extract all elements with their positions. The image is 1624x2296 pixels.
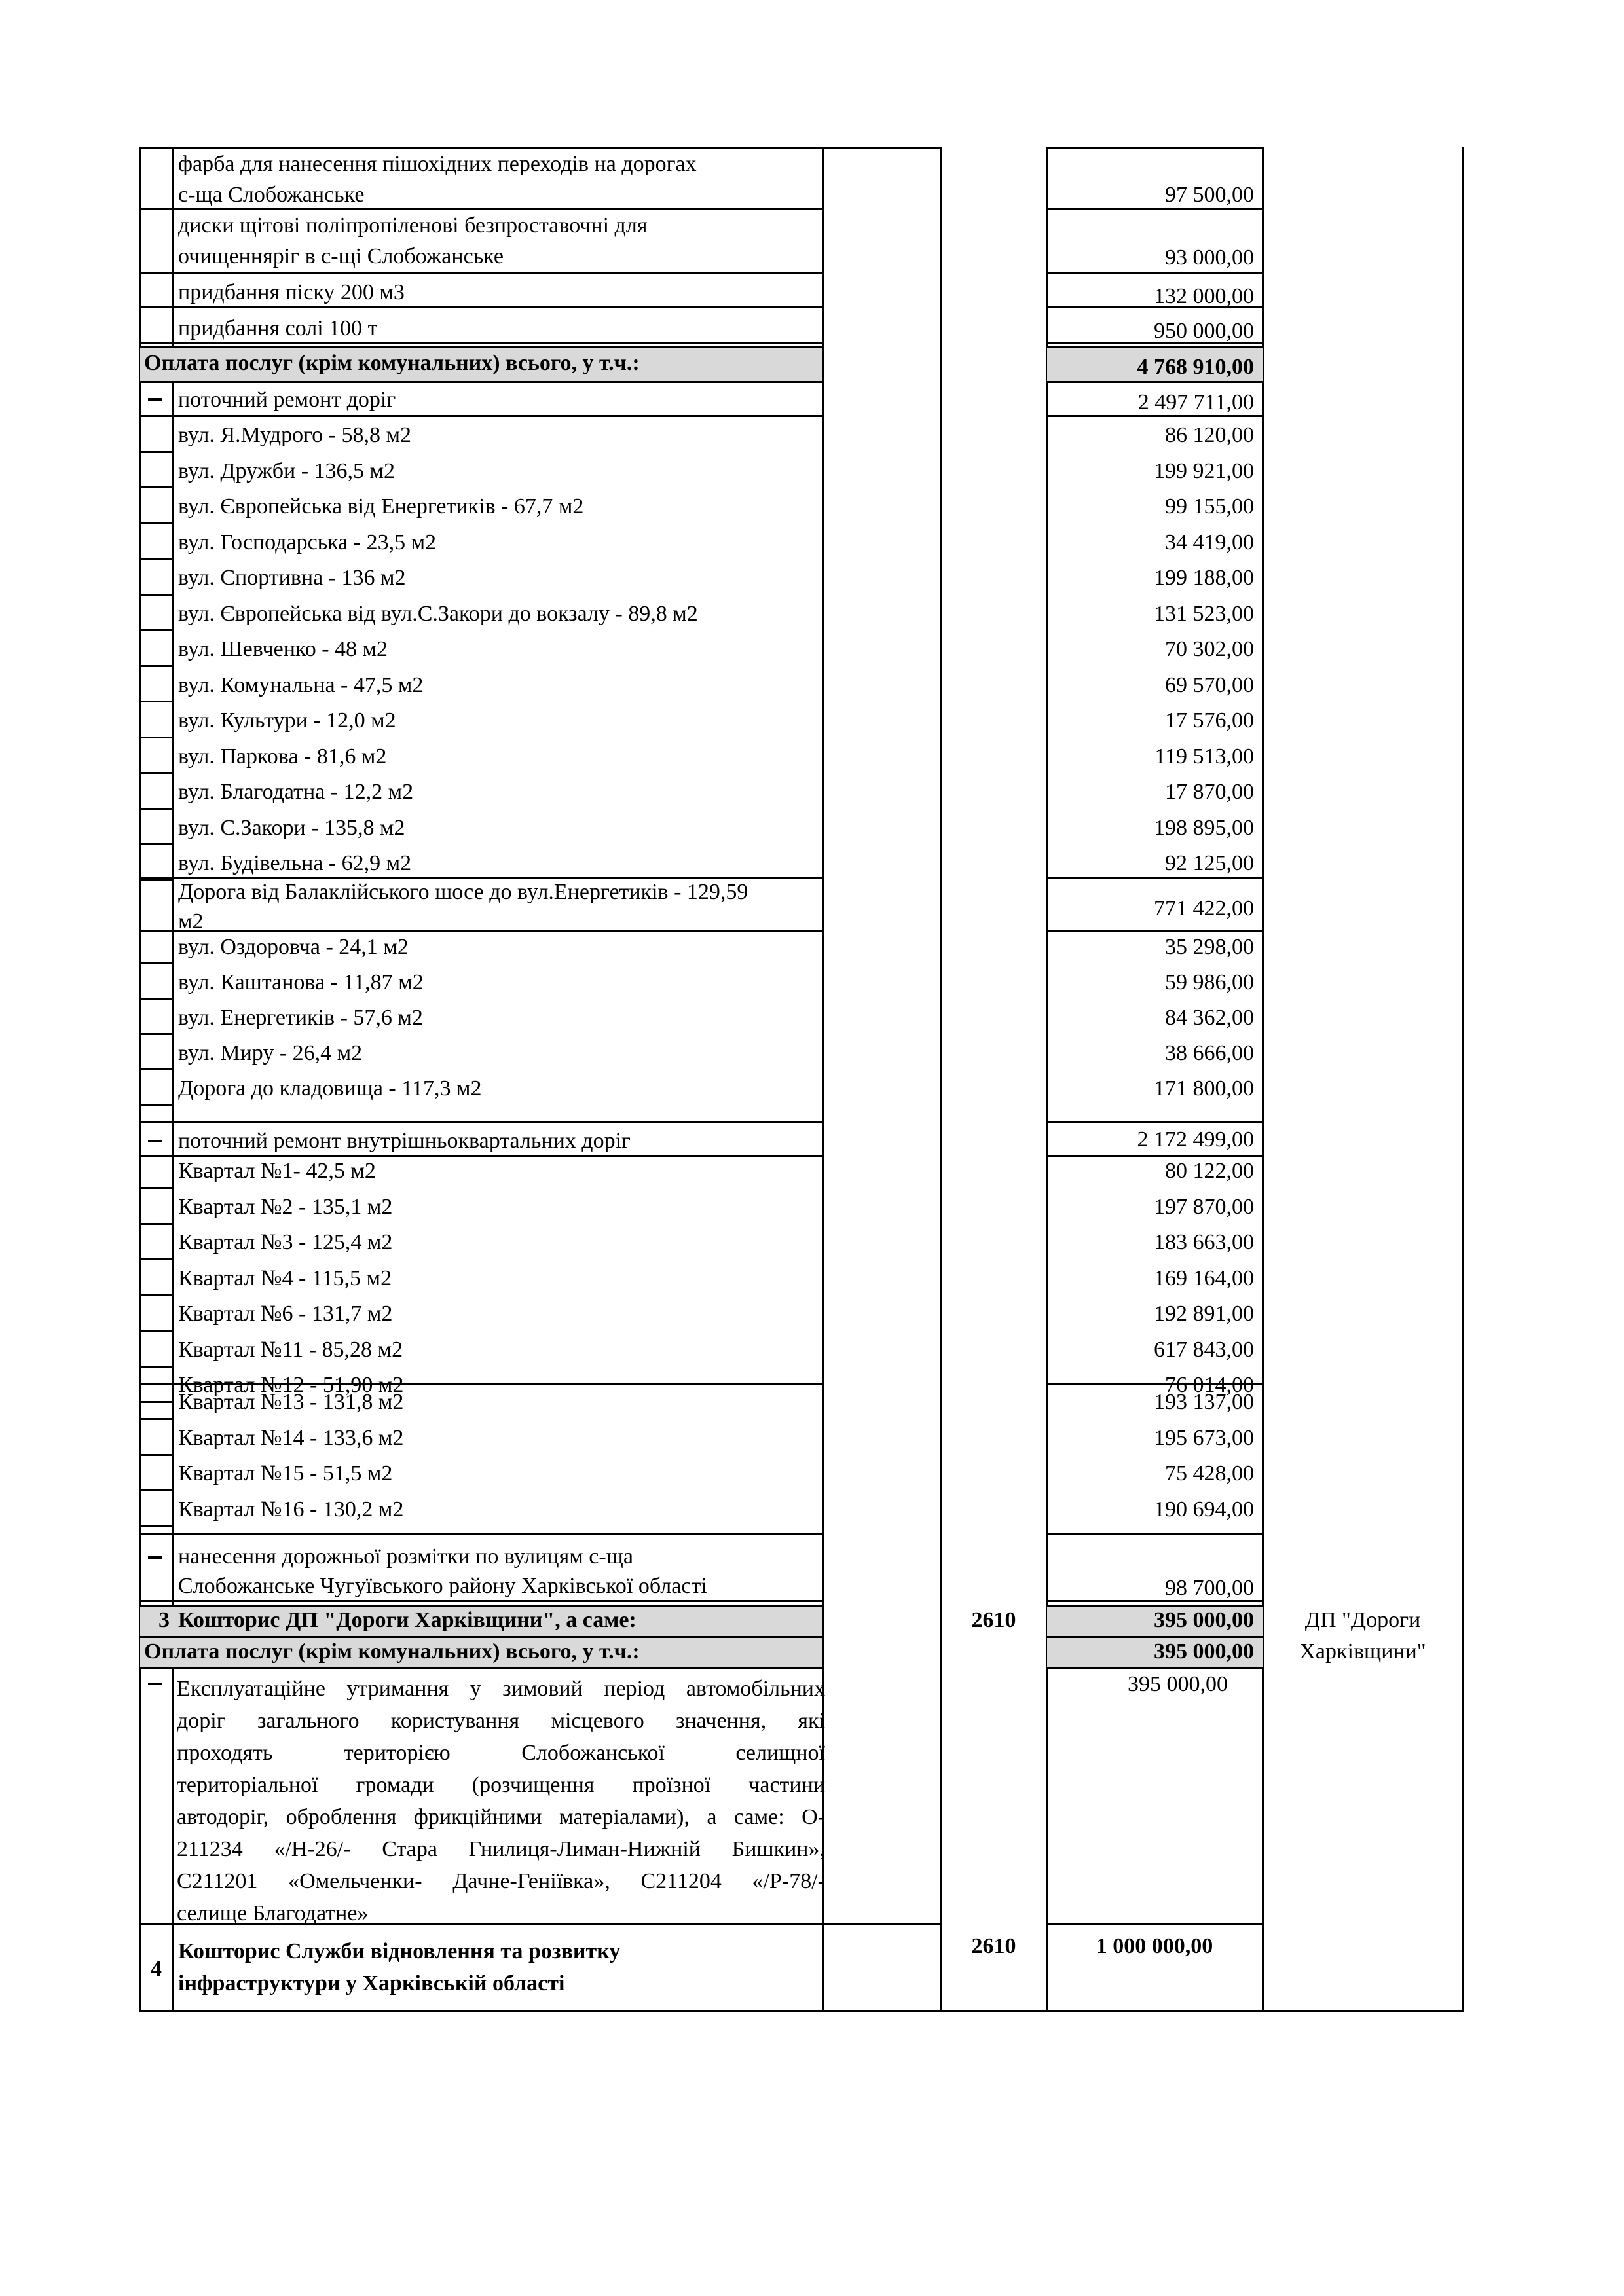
street-amount: 84 362,00 — [1165, 1006, 1254, 1030]
street-amount: 17 870,00 — [1165, 780, 1254, 804]
number-box-rule — [139, 1330, 174, 1332]
row-desc-line: очищеннярiг в с-щі Слобожанське — [178, 244, 504, 268]
street-desc: вул. Шевченко - 48 м2 — [178, 637, 388, 661]
street-amount: 119 513,00 — [1154, 744, 1254, 769]
row-amount: 132 000,00 — [1154, 284, 1254, 308]
row-rule — [1046, 147, 1264, 149]
row-rule — [139, 346, 824, 348]
section4-number: 4 — [151, 1957, 162, 1981]
quarter-desc: Квартал №15 - 51,5 м2 — [178, 1461, 393, 1485]
street-amount: 59 986,00 — [1165, 970, 1254, 994]
row-rule — [139, 1533, 824, 1535]
quarter-amount: 617 843,00 — [1154, 1337, 1254, 1362]
number-box-rule — [139, 1366, 174, 1368]
dash-marker — [148, 1140, 162, 1142]
number-box-rule — [139, 1454, 174, 1456]
number-box-rule — [139, 1068, 174, 1070]
quarter-amount: 195 673,00 — [1154, 1425, 1254, 1450]
row-rule — [1046, 930, 1264, 932]
services3-amount: 395 000,00 — [1154, 1639, 1254, 1664]
section3-executor-line: ДП "Дороги — [1304, 1608, 1421, 1632]
services-total-label: Оплата послуг (крім комунальних) всього, у т.ч.: — [144, 351, 640, 375]
number-box-rule — [139, 1525, 174, 1527]
quarter-amount: 190 694,00 — [1154, 1497, 1254, 1522]
number-box-rule — [139, 665, 174, 667]
dash-marker — [148, 1683, 162, 1685]
services-total-amount: 4 768 910,00 — [1137, 355, 1254, 379]
street-amount: 69 570,00 — [1165, 672, 1254, 697]
street-desc: вул. Європейська від вул.С.Закори до вокзалу - 89,8 м2 — [178, 601, 698, 626]
quarter-desc: Квартал №6 - 131,7 м2 — [178, 1302, 393, 1326]
intra-repair-amount: 2 172 499,00 — [1137, 1127, 1254, 1152]
quarter-amount: 80 122,00 — [1165, 1159, 1254, 1183]
winter-line: територіальної громади (розчищення проїзної частини — [177, 1773, 825, 1797]
row-amount: 950 000,00 — [1154, 319, 1254, 343]
street-desc: вул. Культури - 12,0 м2 — [178, 708, 396, 733]
street-amount: 35 298,00 — [1165, 935, 1254, 959]
street-amount: 99 155,00 — [1165, 494, 1254, 519]
number-box-rule — [139, 843, 174, 845]
street-desc: вул. Дружби - 136,5 м2 — [178, 458, 396, 483]
quarter-desc: Квартал №4 - 115,5 м2 — [178, 1266, 392, 1290]
quarter-amount: 75 428,00 — [1165, 1461, 1254, 1485]
quarter-amount: 197 870,00 — [1154, 1194, 1254, 1219]
street-desc: вул. Паркова - 81,6 м2 — [178, 744, 387, 769]
row-rule — [822, 147, 942, 149]
table-bottom-rule — [139, 2010, 1464, 2012]
intra-repair-label: поточний ремонт внутрішньоквартальних доріг — [178, 1129, 631, 1153]
number-box-rule — [139, 1418, 174, 1420]
street-desc-line: м2 — [178, 909, 204, 934]
quarter-desc: Квартал №3 - 125,4 м2 — [178, 1230, 393, 1254]
quarter-amount: 76 014,00 — [1165, 1373, 1254, 1397]
section3-code: 2610 — [971, 1608, 1016, 1632]
col-line-left — [139, 147, 141, 2011]
winter-amount: 395 000,00 — [1128, 1672, 1228, 1696]
row-desc-line: с-ща Слобожанське — [178, 183, 365, 207]
row-rule — [139, 1121, 824, 1123]
number-box-rule — [139, 486, 174, 488]
row-desc-line: фарба для нанесення пішохідних переходів на дорогах — [178, 152, 697, 176]
street-desc: вул. Оздоровча - 24,1 м2 — [178, 935, 409, 959]
winter-line: проходять територією Слобожанської селищної — [177, 1741, 825, 1765]
number-box-rule — [139, 879, 174, 881]
street-desc: вул. Комунальна - 47,5 м2 — [178, 672, 424, 697]
marking-desc-line: нанесення дорожньої розмітки по вулицям с-ща — [178, 1544, 633, 1569]
section3-number: 3 — [158, 1608, 170, 1632]
quarter-desc: Квартал №16 - 130,2 м2 — [178, 1497, 404, 1522]
road-repair-label: поточний ремонт доріг — [178, 388, 396, 412]
street-desc: вул. Благодатна - 12,2 м2 — [178, 780, 414, 804]
row-amount: 93 000,00 — [1165, 246, 1254, 270]
number-box-rule — [139, 1104, 174, 1106]
row-rule — [139, 381, 824, 383]
street-amount: 199 921,00 — [1154, 458, 1254, 483]
section3-amount: 395 000,00 — [1154, 1608, 1254, 1632]
section3-label: Кошторис ДП "Дороги Харківщини", а саме: — [178, 1608, 637, 1632]
street-desc: вул. Каштанова - 11,87 м2 — [178, 970, 424, 994]
street-desc: вул. Господарська - 23,5 м2 — [178, 530, 437, 555]
street-desc: вул. Будівельна - 62,9 м2 — [178, 851, 412, 875]
marking-amount: 98 700,00 — [1165, 1576, 1254, 1600]
row-desc-line: диски щітові поліпропіленові безпроставочні для — [178, 213, 648, 238]
row-rule — [139, 930, 824, 932]
number-box-rule — [139, 594, 174, 596]
quarter-desc: Квартал №14 - 133,6 м2 — [178, 1425, 404, 1450]
quarter-desc: Квартал №1- 42,5 м2 — [178, 1159, 376, 1183]
winter-line: С211201 «Омельченки- Дачне-Генiївка», С211204 «/Р-78/- — [177, 1869, 825, 1893]
number-box-rule — [139, 558, 174, 560]
marking-desc-line: Слобожанське Чугуївського району Харківської області — [178, 1574, 707, 1598]
number-box-rule — [139, 1401, 174, 1403]
quarter-amount: 169 164,00 — [1154, 1266, 1254, 1290]
quarter-amount: 192 891,00 — [1154, 1302, 1254, 1326]
row-rule — [1046, 1533, 1264, 1535]
street-desc: вул. Я.Мудрого - 58,8 м2 — [178, 423, 412, 447]
quarter-amount: 183 663,00 — [1154, 1230, 1254, 1254]
row-rule — [139, 415, 824, 417]
quarter-desc: Квартал №11 - 85,28 м2 — [178, 1337, 403, 1362]
street-amount: 771 422,00 — [1154, 896, 1254, 920]
number-box-rule — [139, 1258, 174, 1260]
services3-label: Оплата послуг (крім комунальних) всього, у т.ч.: — [144, 1639, 640, 1664]
street-desc: вул. Енергетиків - 57,6 м2 — [178, 1006, 423, 1030]
number-box-rule — [139, 772, 174, 774]
number-box-rule — [139, 962, 174, 964]
number-box-rule — [139, 808, 174, 810]
section4-code: 2610 — [971, 1934, 1016, 1958]
number-box-rule — [139, 1223, 174, 1225]
row-rule — [139, 1667, 824, 1669]
number-box-rule — [139, 1294, 174, 1296]
number-box-rule — [139, 1187, 174, 1189]
street-desc: вул. Миру - 26,4 м2 — [178, 1041, 363, 1065]
street-amount: 34 419,00 — [1165, 530, 1254, 555]
col-line-amount-right — [1262, 147, 1264, 2011]
street-desc: вул. Європейська від Енергетиків - 67,7 м2 — [178, 494, 584, 519]
number-box-rule — [139, 1033, 174, 1035]
row-desc: придбання піску 200 м3 — [178, 280, 405, 304]
section4-title-line: Кошторис Служби відновлення та розвитку — [178, 1939, 621, 1963]
quarter-desc: Квартал №12 - 51,90 м2 — [178, 1373, 404, 1397]
winter-line: 211234 «/Н-26/- Стара Гнилиця-Лиман-Нижній Бишкин», — [177, 1837, 825, 1861]
row-rule — [822, 1923, 942, 1925]
number-box-rule — [139, 998, 174, 1000]
winter-line: доріг загального користування місцевого значення, які — [177, 1709, 825, 1733]
winter-description — [177, 1673, 825, 1929]
street-amount: 70 302,00 — [1165, 637, 1254, 661]
col-line-right — [1462, 147, 1464, 2011]
winter-line: селище Благодатне» — [177, 1901, 369, 1925]
number-box-rule — [139, 1489, 174, 1491]
row-rule — [1046, 1923, 1264, 1925]
row-rule — [139, 272, 824, 274]
col-line-num — [172, 147, 174, 2011]
row-desc: придбання солі 100 т — [178, 316, 378, 340]
number-box-rule — [139, 629, 174, 631]
quarter-desc: Квартал №2 - 135,1 м2 — [178, 1194, 393, 1219]
number-box-rule — [139, 451, 174, 453]
number-box-rule — [139, 522, 174, 524]
street-amount: 92 125,00 — [1165, 851, 1254, 875]
street-amount: 17 576,00 — [1165, 708, 1254, 733]
street-desc: Дорога до кладовища - 117,3 м2 — [178, 1076, 482, 1101]
row-amount: 97 500,00 — [1165, 183, 1254, 207]
quarter-desc: Квартал №13 - 131,8 м2 — [178, 1390, 404, 1414]
street-amount: 199 188,00 — [1154, 566, 1254, 590]
dash-marker — [148, 398, 162, 401]
quarter-amount: 193 137,00 — [1154, 1390, 1254, 1414]
dash-marker — [148, 1556, 162, 1559]
winter-line: автодоріг, оброблення фрикційними матеріалами), а саме: О- — [177, 1805, 825, 1829]
street-amount: 171 800,00 — [1154, 1076, 1254, 1101]
section3-executor-line: Харківщини" — [1299, 1639, 1426, 1664]
street-desc-line: Дорога від Балаклійського шосе до вул.Енергетиків - 129,59 — [178, 880, 748, 904]
street-amount: 131 523,00 — [1154, 601, 1254, 626]
winter-line: Експлуатаційне утримання у зимовий період автомобільних — [177, 1677, 825, 1701]
section4-title-line: інфраструктури у Харківській області — [178, 1971, 565, 1995]
street-amount: 86 120,00 — [1165, 423, 1254, 447]
road-repair-amount: 2 497 711,00 — [1137, 390, 1254, 414]
section4-amount: 1 000 000,00 — [1096, 1934, 1213, 1958]
street-amount: 38 666,00 — [1165, 1041, 1254, 1065]
row-rule — [1046, 1121, 1264, 1123]
street-amount: 198 895,00 — [1154, 815, 1254, 840]
street-desc: вул. Спортивна - 136 м2 — [178, 566, 406, 590]
number-box-rule — [139, 737, 174, 738]
number-box-rule — [139, 701, 174, 702]
street-desc: вул. С.Закори - 135,8 м2 — [178, 815, 405, 840]
